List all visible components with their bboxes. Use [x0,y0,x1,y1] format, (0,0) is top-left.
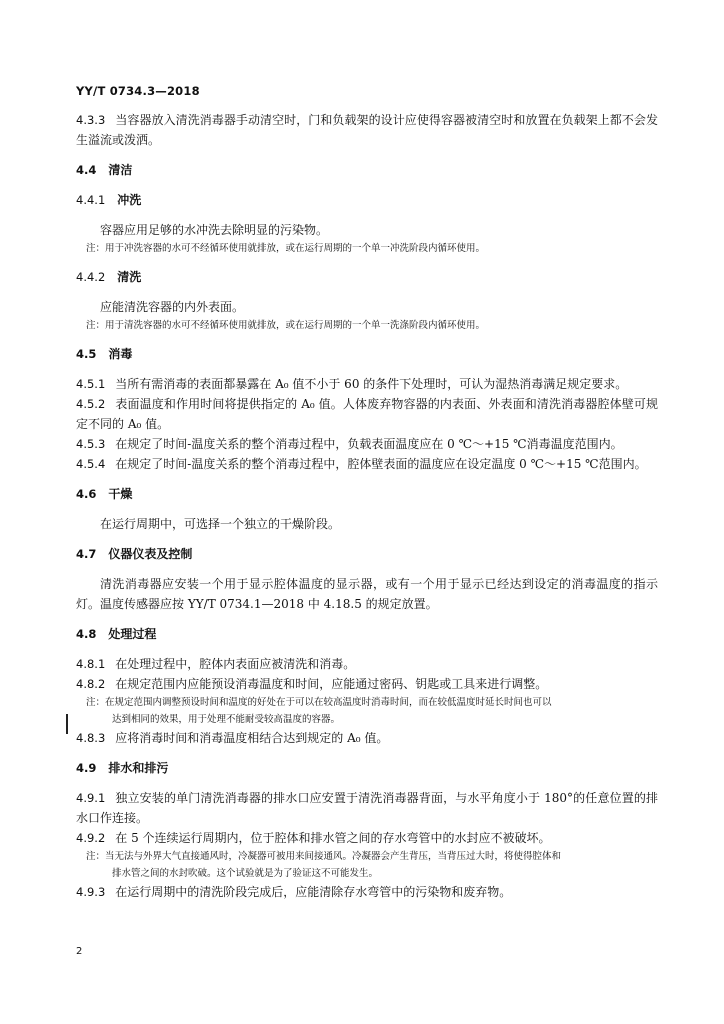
section-number: 4.7 [76,547,97,561]
clause-4-8-1 [76,654,658,674]
clause-4-5-4 [76,454,658,474]
clause-text: 应将消毒时间和消毒温度相结合达到规定的 A₀ 值。 [115,731,389,745]
clause-4-8-2 [76,674,658,694]
clause-text: 表面温度和作用时间将提供指定的 A₀ 值。人体废弃物容器的内表面、外表面和清洗消毒器腔体壁可规定不同的 A₀ 值。 [76,397,658,431]
clause-number: 4.5.2 [76,397,106,411]
clause-number: 4.9.3 [76,885,106,899]
clause-number: 4.8.3 [76,731,106,745]
page-number: 2 [76,946,83,957]
clause-number: 4.4.2 [76,270,106,284]
section-title: 处理过程 [108,627,157,641]
note-4-8-2: 注：在规定范围内调整预设时间和温度的好处在于可以在较高温度时消毒时间，而在较低温度时延长时间也可以 [86,697,552,708]
section-title: 干燥 [108,487,133,501]
clause-number: 4.5.3 [76,437,106,451]
clause-4-8-3 [76,728,658,748]
section-number: 4.9 [76,761,97,775]
document-body [76,110,658,902]
section-4-8-heading [76,624,658,644]
clause-number: 4.5.4 [76,457,106,471]
section-title: 排水和排污 [108,761,169,775]
note-4-8-2-continued: 达到相同的效果，用于处理不能耐受较高温度的容器。 [112,714,341,725]
clause-title: 清洗 [117,270,142,284]
clause-4-5-2 [76,394,658,434]
clause-text: 在运行周期中的清洗阶段完成后，应能清除存水弯管中的污染物和废弃物。 [115,885,512,899]
section-4-5-heading [76,344,658,364]
clause-4-4-2-heading [76,267,658,287]
clause-number: 4.8.2 [76,677,106,691]
clause-text: 在规定范围内应能预设消毒温度和时间，应能通过密码、钥匙或工具来进行调整。 [115,677,548,691]
clause-text: 独立安装的单门清洗消毒器的排水口应安置于清洗消毒器背面，与水平角度小于 180°的任意位置的排水口作连接。 [76,791,658,825]
clause-number: 4.9.2 [76,831,106,845]
clause-title: 冲洗 [117,193,142,207]
clause-number: 4.9.1 [76,791,106,805]
section-number: 4.5 [76,347,97,361]
section-4-6-text: 在运行周期中，可选择一个独立的干燥阶段。 [100,517,341,531]
section-number: 4.4 [76,163,97,177]
clause-4-4-1-text: 容器应用足够的水冲洗去除明显的污染物。 [100,223,329,237]
clause-4-5-3 [76,434,658,454]
section-4-7-text: 清洗消毒器应安装一个用于显示腔体温度的显示器，或有一个用于显示已经达到设定的消毒温度的指示灯。温度传感器应按 YY/T 0734.1—2018 中 4.18.5 的规定放置。 [76,577,658,611]
section-4-7-heading [76,544,658,564]
clause-text: 在规定了时间-温度关系的整个消毒过程中，腔体壁表面的温度应在设定温度 0 ℃～+15 ℃范围内。 [115,457,647,471]
section-title: 仪器仪表及控制 [108,547,193,561]
clause-text: 当所有需消毒的表面都暴露在 A₀ 值不小于 60 的条件下处理时，可认为湿热消毒满足规定要求。 [115,377,628,391]
standard-code-header: YY/T 0734.3—2018 [76,84,200,98]
clause-number: 4.8.1 [76,657,106,671]
clause-4-9-3 [76,882,658,902]
section-4-6-heading [76,484,658,504]
section-number: 4.8 [76,627,97,641]
clause-number: 4.4.1 [76,193,106,207]
clause-4-9-1 [76,788,658,828]
clause-4-4-1-heading [76,190,658,210]
note-4-9-2-continued: 排水管之间的水封吹破。这个试验就是为了验证这不可能发生。 [112,868,379,879]
clause-number: 4.5.1 [76,377,106,391]
clause-4-3-3 [76,110,658,150]
section-4-4-heading [76,160,658,180]
note-4-4-1: 注：用于冲洗容器的水可不经循环使用就排放，或在运行周期的一个单一冲洗阶段内循环使用。 [86,243,486,254]
section-title: 清洁 [108,163,133,177]
clause-text: 在规定了时间-温度关系的整个消毒过程中，负载表面温度应在 0 ℃～+15 ℃消毒温度范围内。 [115,437,623,451]
section-number: 4.6 [76,487,97,501]
clause-text: 在处理过程中，腔体内表面应被清洗和消毒。 [115,657,356,671]
change-bar [66,714,68,734]
clause-text: 在 5 个连续运行周期内，位于腔体和排水管之间的存水弯管中的水封应不被破坏。 [115,831,551,845]
clause-4-4-2-text: 应能清洗容器的内外表面。 [100,300,245,314]
note-4-9-2: 注：当无法与外界大气直接通风时，冷凝器可被用来间接通风。冷凝器会产生背压，当背压过大时，将使得腔体和 [86,851,562,862]
section-4-9-heading [76,758,658,778]
clause-4-9-2 [76,828,658,848]
section-title: 消毒 [108,347,133,361]
clause-number: 4.3.3 [76,113,106,127]
clause-4-5-1 [76,374,658,394]
clause-text: 当容器放入清洗消毒器手动清空时，门和负载架的设计应使得容器被清空时和放置在负载架上都不会发生溢流或泼洒。 [76,113,658,147]
note-4-4-2: 注：用于清洗容器的水可不经循环使用就排放，或在运行周期的一个单一洗涤阶段内循环使用。 [86,320,486,331]
